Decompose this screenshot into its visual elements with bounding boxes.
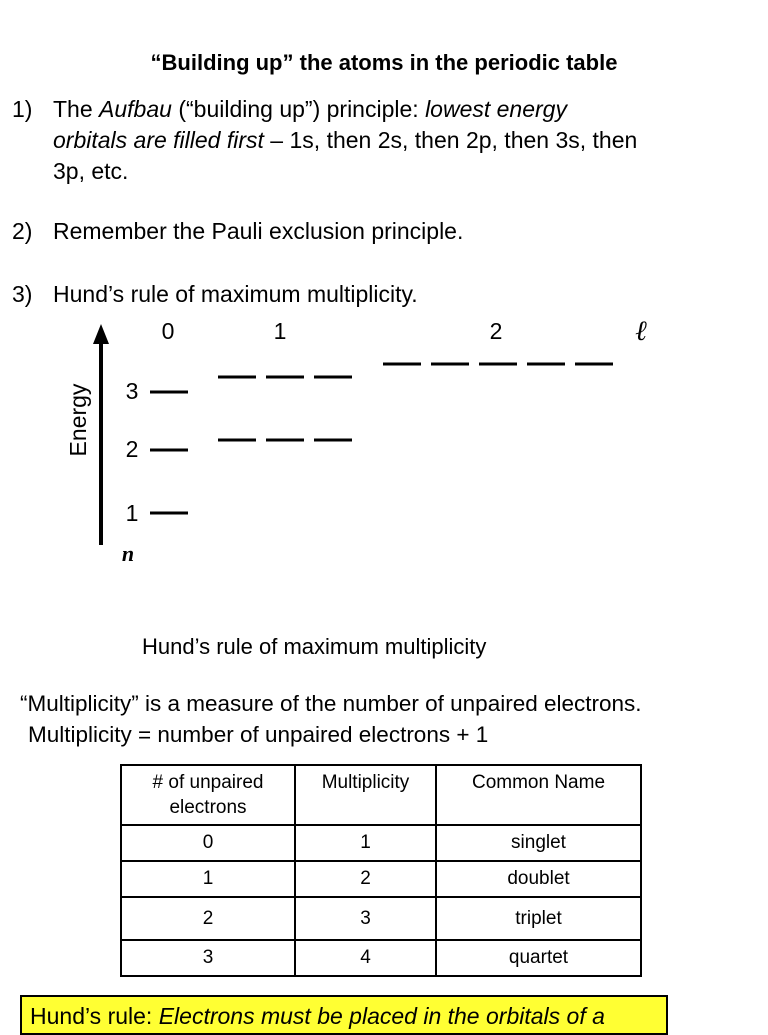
hund-rule-label: Hund’s rule: — [30, 1003, 159, 1029]
point-1-line-3: 3p, etc. — [53, 158, 129, 184]
table-row — [121, 940, 641, 976]
point-1-line-2: orbitals are filled first – 1s, then 2s, then 2p, then 3s, then — [53, 127, 638, 153]
cell-multiplicity: 2 — [295, 861, 436, 897]
header-unpaired: # of unpaired electrons — [121, 765, 295, 825]
energy-axis-arrowhead — [93, 324, 109, 344]
definition-line-2: Multiplicity = number of unpaired electrons + 1 — [28, 722, 489, 747]
cell-name: quartet — [436, 940, 641, 976]
header-multiplicity: Multiplicity — [295, 765, 436, 825]
header-common-name: Common Name — [436, 765, 641, 825]
l-value-2: 2 — [489, 318, 503, 344]
point-1-number: 1) — [12, 96, 33, 122]
l-value-0: 0 — [161, 318, 175, 344]
cell-multiplicity: 3 — [295, 897, 436, 940]
multiplicity-table — [120, 764, 642, 977]
table-row — [121, 825, 641, 861]
l-value-1: 1 — [273, 318, 287, 344]
n-value-1: 1 — [125, 500, 139, 526]
point-3-number: 3) — [12, 281, 33, 307]
point-1-line-1: The Aufbau (“building up”) principle: lowest energy — [53, 96, 567, 122]
point-3-text: Hund’s rule of maximum multiplicity. — [53, 281, 418, 307]
orbital-levels — [150, 364, 613, 513]
cell-name: singlet — [436, 825, 641, 861]
cell-name: doublet — [436, 861, 641, 897]
cell-unpaired: 3 — [121, 940, 295, 976]
l-symbol: ℓ — [635, 314, 647, 347]
n-value-2: 2 — [125, 436, 139, 462]
cell-multiplicity: 1 — [295, 825, 436, 861]
cell-multiplicity: 4 — [295, 940, 436, 976]
n-symbol: n — [121, 541, 135, 566]
section-title: Hund’s rule of maximum multiplicity — [142, 634, 487, 659]
energy-label: Energy — [65, 383, 91, 457]
point-2-text: Remember the Pauli exclusion principle. — [53, 218, 464, 244]
definition-line-1: “Multiplicity” is a measure of the number of unpaired electrons. — [20, 691, 642, 716]
page-title: “Building up” the atoms in the periodic table — [150, 50, 618, 75]
hund-rule-text: Electrons must be placed in the orbitals of a — [158, 1003, 605, 1029]
n-value-3: 3 — [125, 378, 139, 404]
table-row — [121, 861, 641, 897]
cell-unpaired: 2 — [121, 897, 295, 940]
aufbau-term: Aufbau — [99, 96, 172, 122]
cell-unpaired: 0 — [121, 825, 295, 861]
hund-rule-box — [20, 995, 668, 1035]
table-header-row — [121, 765, 641, 825]
cell-name: triplet — [436, 897, 641, 940]
point-2-number: 2) — [12, 218, 33, 244]
cell-unpaired: 1 — [121, 861, 295, 897]
table-row — [121, 897, 641, 940]
